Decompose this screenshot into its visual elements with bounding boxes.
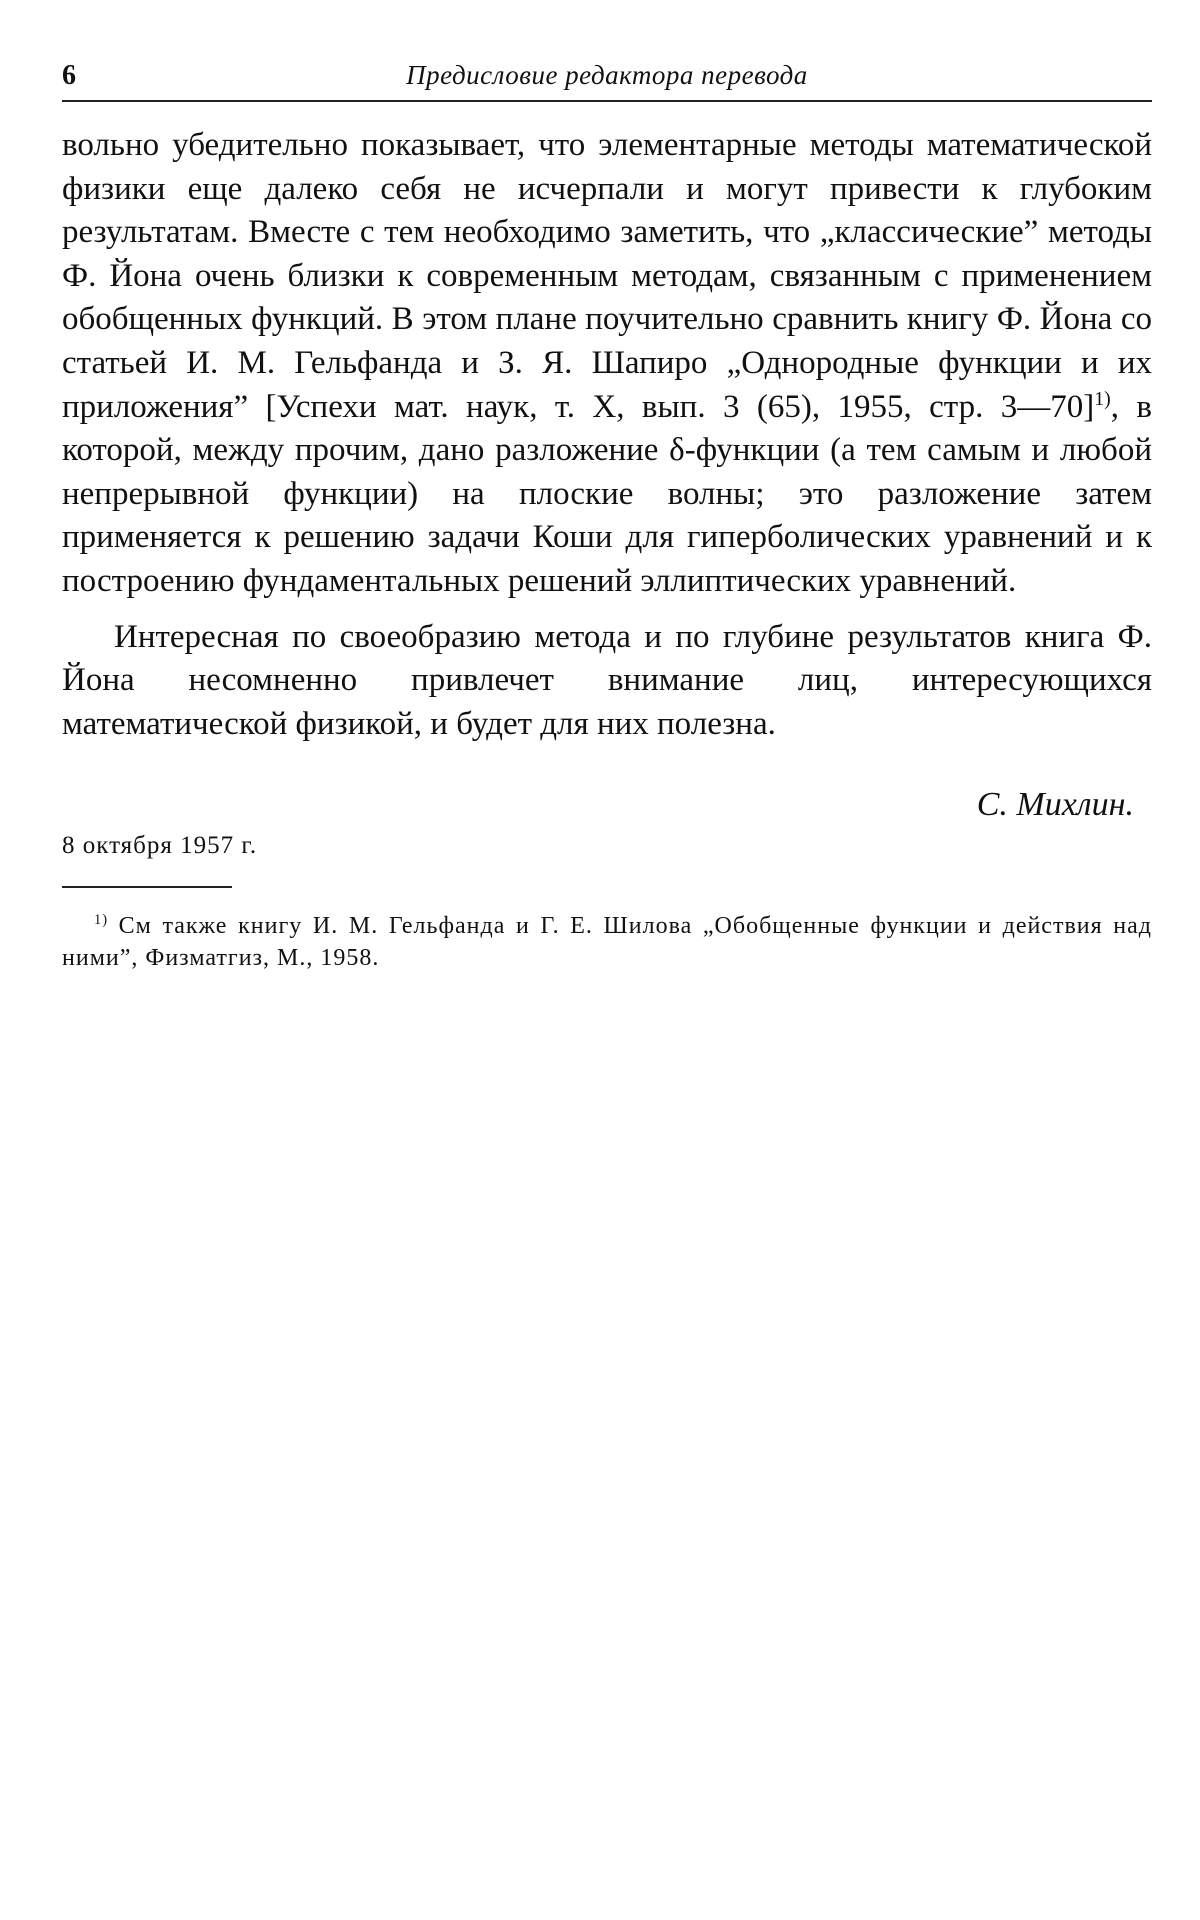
paragraph-1-end: , в которой, между прочим, дано разложение δ-функции (а тем самым и любой непрерывной функции) на плоские волны; это разложение затем применяется к решению задачи Коши для гиперболических уравнений и к построению фундаментальных решений эллиптических уравнений. [62,388,1152,599]
footnote-text: См также книгу И. М. Гельфанда и Г. Е. Шилова „Обобщенные функции и действия над ними”, Физматгиз, М., 1958. [62,913,1152,972]
footnote [62,910,1152,974]
paragraph-1 [62,124,1152,604]
date: 8 октября 1957 г. [62,832,258,860]
footnote-reference: 1) [1094,387,1111,410]
paragraph-1-text: вольно убедительно показывает, что элементарные методы математической физики еще далеко себя не исчерпали и могут привести к глубоким результатам. Вместе с тем необходимо заметить, что „классические” методы Ф. Йона очень близки к современным методам, связанным с применением обобщенных функций. В этом плане поучительно сравнить книгу Ф. Йона со статьей И. М. Гельфанда и З. Я. Шапиро „Однородные функции и их приложения” [Успехи мат. наук, т. X, вып. 3 (65), 1955, стр. 3—70] [62,127,1152,425]
page-number: 6 [62,60,76,91]
running-title: Предисловие редактора перевода [406,60,808,90]
running-head [62,58,1152,102]
footnote-marker: 1) [94,912,108,929]
footnote-divider [62,886,232,888]
book-page [62,58,1152,974]
body-text [62,124,1152,746]
paragraph-2: Интересная по своеобразию метода и по глубине результатов книга Ф. Йона несомненно привлечет внимание лиц, интересующихся математической физикой, и будет для них полезна. [62,618,1152,742]
signature: С. Михлин. [976,786,1134,824]
